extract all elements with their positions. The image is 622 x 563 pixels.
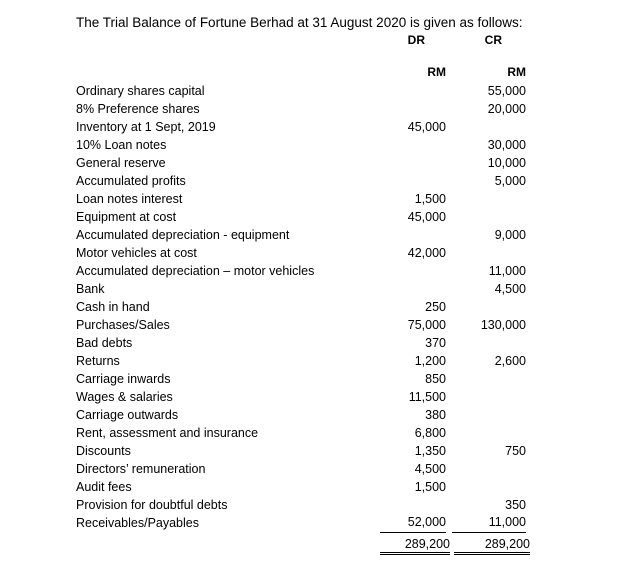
credit-amount: 9,000 <box>494 228 526 242</box>
table-row <box>0 136 622 154</box>
account-label: Directors’ remuneration <box>76 462 206 476</box>
account-label: Bad debts <box>76 336 133 350</box>
table-row <box>0 424 622 442</box>
account-label: Carriage inwards <box>76 372 171 386</box>
table-row <box>0 118 622 136</box>
credit-amount: 11,000 <box>452 514 526 533</box>
account-label: Purchases/Sales <box>76 318 170 332</box>
credit-amount: 5,000 <box>494 174 526 188</box>
account-label: Loan notes interest <box>76 192 183 206</box>
table-row <box>0 82 622 100</box>
table-row <box>0 154 622 172</box>
credit-amount: 2,600 <box>494 354 526 368</box>
table-row <box>0 388 622 406</box>
credit-total: 289,200 <box>454 535 530 555</box>
credit-amount: 750 <box>505 444 526 458</box>
table-row <box>0 298 622 316</box>
debit-amount: 370 <box>425 336 446 350</box>
dr-column-header: DR <box>407 33 425 47</box>
table-row <box>0 352 622 370</box>
cr-column-header: CR <box>484 33 502 47</box>
debit-amount: 1,500 <box>414 480 446 494</box>
account-label: Returns <box>76 354 120 368</box>
account-label: Wages & salaries <box>76 390 173 404</box>
cr-currency-header: RM <box>507 65 526 79</box>
table-row <box>0 370 622 388</box>
account-label: Accumulated depreciation – motor vehicles <box>76 264 315 278</box>
account-label: Cash in hand <box>76 300 150 314</box>
account-label: Carriage outwards <box>76 408 179 422</box>
debit-amount: 42,000 <box>407 246 446 260</box>
account-label: Bank <box>76 282 105 296</box>
table-row <box>0 262 622 280</box>
table-row <box>0 226 622 244</box>
credit-amount: 10,000 <box>487 156 526 170</box>
document-title: The Trial Balance of Fortune Berhad at 31 August 2020 is given as follows: <box>76 15 523 30</box>
trial-balance-rows <box>0 82 622 532</box>
account-label: Ordinary shares capital <box>76 84 205 98</box>
table-row <box>0 172 622 190</box>
account-label: 8% Preference shares <box>76 102 200 116</box>
table-row <box>0 244 622 262</box>
table-row <box>0 460 622 478</box>
credit-amount: 4,500 <box>494 282 526 296</box>
debit-amount: 1,200 <box>414 354 446 368</box>
account-label: Equipment at cost <box>76 210 177 224</box>
table-row <box>0 190 622 208</box>
account-label: Accumulated profits <box>76 174 186 188</box>
debit-amount: 1,350 <box>414 444 446 458</box>
account-label: Audit fees <box>76 480 132 494</box>
table-row <box>0 496 622 514</box>
account-label: Provision for doubtful debts <box>76 498 228 512</box>
account-label: Accumulated depreciation - equipment <box>76 228 290 242</box>
account-label: Motor vehicles at cost <box>76 246 197 260</box>
account-label: General reserve <box>76 156 166 170</box>
table-row <box>0 478 622 496</box>
table-row <box>0 280 622 298</box>
table-row <box>0 208 622 226</box>
account-label: Rent, assessment and insurance <box>76 426 259 440</box>
table-row <box>0 334 622 352</box>
credit-amount: 130,000 <box>480 318 526 332</box>
table-row <box>0 442 622 460</box>
account-label: Discounts <box>76 444 131 458</box>
credit-amount: 350 <box>505 498 526 512</box>
credit-amount: 20,000 <box>487 102 526 116</box>
account-label: 10% Loan notes <box>76 138 167 152</box>
debit-amount: 380 <box>425 408 446 422</box>
debit-amount: 6,800 <box>414 426 446 440</box>
debit-amount: 1,500 <box>414 192 446 206</box>
account-label: Inventory at 1 Sept, 2019 <box>76 120 216 134</box>
table-row <box>0 100 622 118</box>
debit-amount: 850 <box>425 372 446 386</box>
dr-currency-header: RM <box>427 65 446 79</box>
table-row <box>0 406 622 424</box>
table-row <box>0 316 622 334</box>
debit-amount: 75,000 <box>407 318 446 332</box>
credit-amount: 55,000 <box>487 84 526 98</box>
table-row <box>0 514 622 532</box>
debit-total: 289,200 <box>380 535 450 555</box>
debit-amount: 11,500 <box>408 390 446 404</box>
debit-amount: 4,500 <box>414 462 446 476</box>
debit-amount: 250 <box>425 300 446 314</box>
account-label: Receivables/Payables <box>76 516 199 530</box>
debit-amount: 45,000 <box>407 210 446 224</box>
credit-amount: 30,000 <box>487 138 526 152</box>
debit-amount: 45,000 <box>407 120 446 134</box>
credit-amount: 11,000 <box>488 264 526 278</box>
debit-amount: 52,000 <box>380 514 446 533</box>
totals-row <box>0 535 622 553</box>
